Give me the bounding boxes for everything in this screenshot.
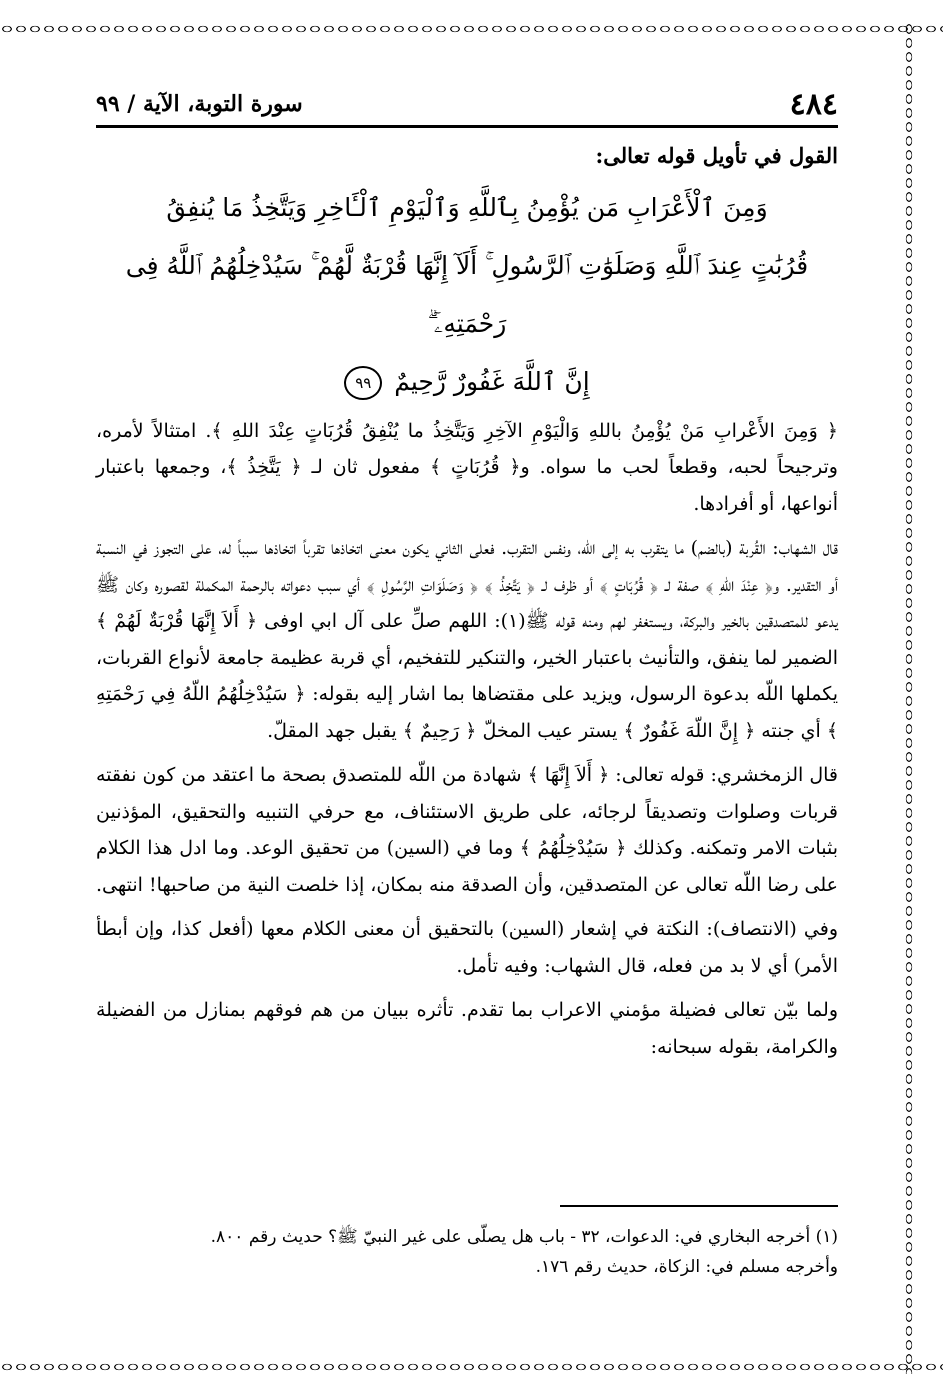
paragraph: ولما بيّن تعالى فضيلة مؤمني الاعراب بما تقدم. تأثره ببيان من هم فوقهم بمنازل من الفضيلة والكرامة، بقوله سبحانه:: [96, 999, 838, 1058]
footnote-rule: [560, 1205, 838, 1207]
main-text: [96, 138, 838, 1073]
decorative-border-top: [0, 22, 943, 36]
footnote: (١) أخرجه البخاري في: الدعوات، ٣٢ - باب هل يصلّى على غير النبيّ ﷺ؟ حديث رقم ٨٠٠.: [210, 1227, 838, 1247]
page-number: ٤٨٤: [789, 86, 838, 122]
running-title: سورة التوبة، الآية / ٩٩: [96, 91, 303, 117]
paragraph: وفي (الانتصاف): النكتة في إشعار (السين) بالتحقيق أن معنى الكلام معها (أفعل كذا، وإن أبطأ الأمر) أي لا بد من فعله، قال الشهاب: وفيه تأمل.: [96, 918, 838, 977]
section-heading: القول في تأويل قوله تعالى:: [595, 143, 838, 168]
quran-line-text: إِنَّ ٱللَّهَ غَفُورٌ رَّحِيمٌ: [394, 366, 590, 396]
header-rule: [96, 125, 838, 128]
quran-line: وَمِنَ ٱلْأَعْرَابِ مَن يُؤْمِنُ بِٱللَّهِ وَٱلْيَوْمِ ٱلْـَٔاخِرِ وَيَتَّخِذُ مَا يُنفِقُ: [166, 192, 768, 222]
footnote: وأخرجه مسلم في: الزكاة، حديث رقم ١٧٦.: [535, 1257, 838, 1277]
decorative-border-right: [902, 22, 916, 1374]
paragraph: قال الزمخشري: قوله تعالى: ﴿ أَلاَ إِنَّهَا ﴾ شهادة من اللّه للمتصدق بصحة ما اعتقد من كون نفقته قربات وصلوات وتصديقاً لرجائه، على طريق الاستئناف، مع حرفي التنبيه والتحقيق، المؤذنين بثبات الامر وتمكنه. وكذلك ﴿ سَيُدْخِلُهُمُ ﴾ وما في (السين) من تحقيق الوعد. وما ادل هذا الكلام على رضا اللّه تعالى عن المتصدقين، وأن الصدقة منه بمكان، إذا خلصت النية من صاحبها! انتهى.: [95, 764, 838, 896]
page-header: [96, 84, 838, 124]
quran-line: قُرُبَٰتٍ عِندَ ٱللَّهِ وَصَلَوَٰتِ ٱلرَّسُولِ ۚ أَلَآ إِنَّهَا قُرْبَةٌ لَّهُمْ ۚ سَيُدْخِلُهُمُ ٱللَّهُ فِى رَحْمَتِهِۦٓ ۗ: [125, 250, 809, 338]
quran-line: [96, 353, 838, 411]
footnotes: [96, 1222, 838, 1282]
verse-number: ٩٩: [344, 366, 382, 400]
quran-verse: [96, 179, 838, 411]
decorative-border-bottom: [0, 1360, 943, 1374]
paragraph: قال الشهاب: القُربة (بالضم) ما يتقرب به إلى اللّه، ونفس التقرب. فعلى الثاني يكون معنى اتخاذها تقرباً اتخاذها سبباً له، على التجوز في النسبة أو التقدير. و﴿ عِنْدَ اللّهِ ﴾ صفة لـ ﴿ قُرُبَاتٍ ﴾ أو ظرف لـ ﴿ يَتَّخِذُ ﴾ ﴿ وَصَلَوَاتِ الرَّسُولِ ﴾ أي سبب دعواته بالرحمة المكملة لقصوره وكان ﷺ يدعو للمتصدقين بالخير والبركة، ويستغفر لهم ومنه قوله ﷺ(١): اللهم صلِّ على آل ابي اوفى ﴿ أَلاَ إِنَّهَا قُرْبَةٌ لَهُمْ ﴾ الضمير لما ينفق، والتأنيث باعتبار الخير، والتنكير للتفخيم، أي قربة عظيمة جامعة لأنواع القربات، يكملها اللّه بدعوة الرسول، ويزيد على مقتضاها بما اشار إليه بقوله: ﴿ سَيُدْخِلُهُمُ اللّهُ فِي رَحْمَتِهِ ﴾ أي جنته ﴿ إِنَّ اللّهَ غَفُورٌ ﴾ يستر عيب المخلّ ﴿ رَحِيمٌ ﴾ يقبل جهد المقلّ.: [96, 537, 838, 742]
paragraph: ﴿ وَمِنَ الأَعْرابِ مَنْ يُؤْمِنُ باللهِ وَالْيَوْمِ الآخِرِ وَيَتَّخِذُ ما يُنْفِقُ قُرُبَاتٍ عِنْدَ اللهِ ﴾. امتثالاً لأمره، وترجيحاً لحبه، وقطعاً لحب ما سواه. و﴿ قُرُبَاتٍ ﴾ مفعول ثان لـ ﴿ يَتَّخِذُ ﴾، وجمعها باعتبار أنواعها، أو أفرادها.: [96, 419, 838, 515]
